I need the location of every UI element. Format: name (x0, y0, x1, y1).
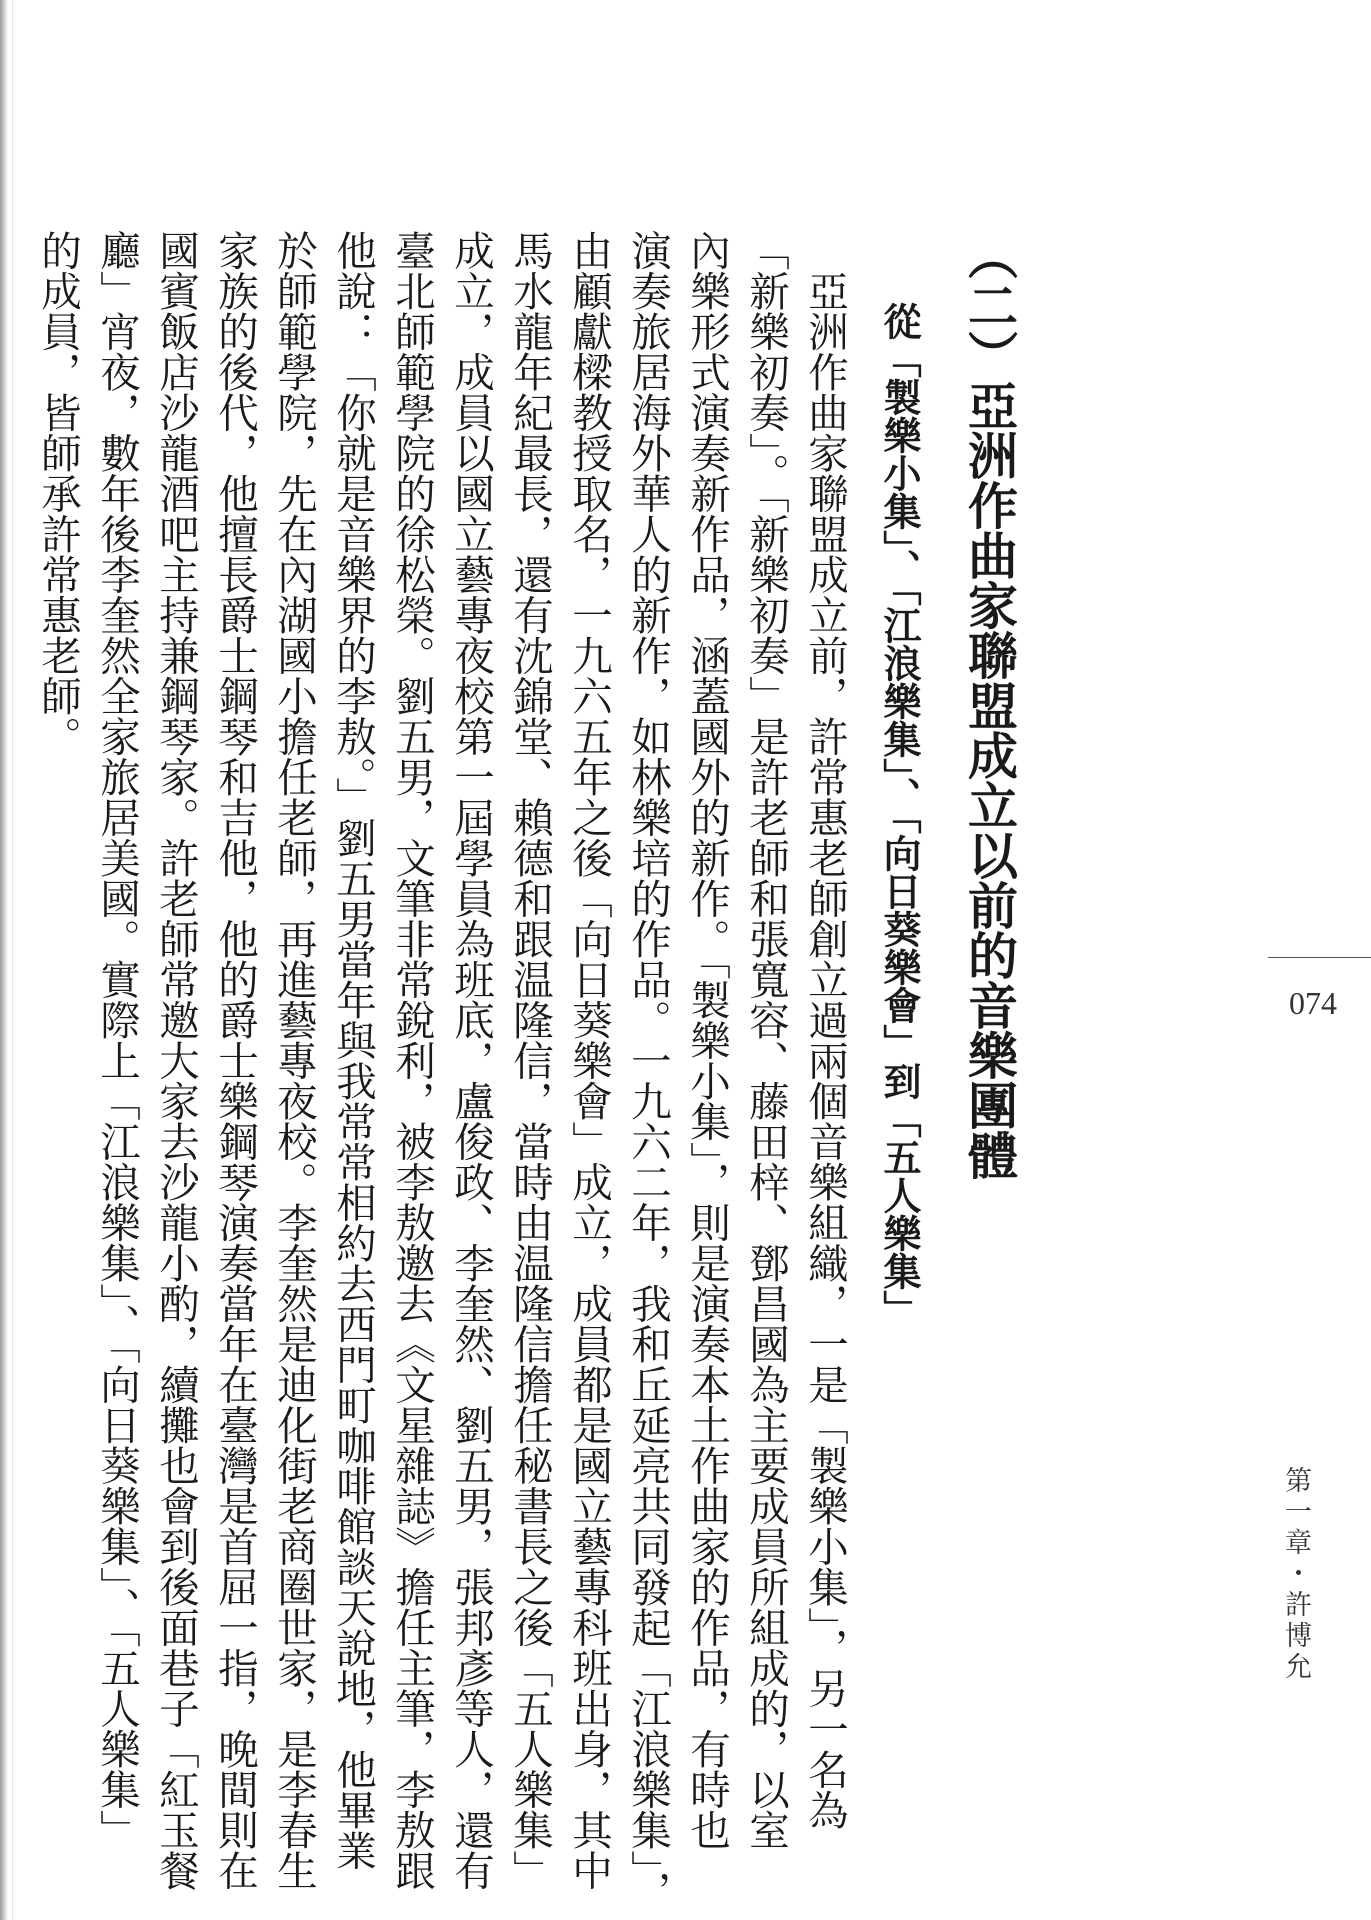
body-column: 廳」宵夜，數年後李奎然全家旅居美國。實際上「江浪樂集」、「向日葵樂集」、「五人樂集」 (93, 230, 141, 1850)
body-column: 演奏旅居海外華人的新作，如林樂培的作品。一九六二年，我和丘延亮共同發起「江浪樂集」， (624, 230, 672, 1911)
book-spine-shadow (0, 0, 8, 1920)
running-head: 第一章・許博允 (1280, 1466, 1311, 1683)
folio-rule (1268, 957, 1371, 958)
body-column: 馬水龍年紀最長，還有沈錦堂、賴德和跟温隆信，當時由温隆信擔任秘書長之後「五人樂集」 (506, 230, 554, 1891)
body-column: 亞洲作曲家聯盟成立前，許常惠老師創立過兩個音樂組織，一是「製樂小集」，另一名為 (801, 230, 849, 1830)
body-column: 臺北師範學院的徐松榮。劉五男，文筆非常銳利，被李敖邀去《文星雜誌》擔任主筆，李敖跟 (388, 230, 436, 1891)
body-column: 家族的後代，他擅長爵士鋼琴和吉他，他的爵士樂鋼琴演奏當年在臺灣是首屈一指，晚間則在 (211, 230, 259, 1891)
body-column: 內樂形式演奏新作品，涵蓋國外的新作。「製樂小集」，則是演奏本土作曲家的作品，有時也 (683, 230, 731, 1850)
page-number: 074 (1289, 985, 1337, 1021)
section-heading: （二）亞洲作曲家聯盟成立以前的音樂團體 (960, 230, 1019, 1180)
body-column: 由顧獻樑教授取名，一九六五年之後「向日葵樂會」成立，成員都是國立藝專科班出身，其中 (565, 230, 613, 1891)
main-text-block (28, 230, 1026, 1911)
body-column: 他說：「你就是音樂界的李敖。」劉五男當年與我常常相約去西門町咖啡館談天說地，他畢業 (329, 230, 377, 1871)
body-column: 成立，成員以國立藝專夜校第一屆學員為班底，盧俊政、李奎然、劉五男，張邦彥等人，還有 (447, 230, 495, 1891)
body-column: 「新樂初奏」。「新樂初奏」是許老師和張寬容、藤田梓、鄧昌國為主要成員所組成的，以室 (742, 230, 790, 1850)
body-column: 於師範學院，先在內湖國小擔任老師，再進藝專夜校。李奎然是迪化街老商圈世家，是李春生 (270, 230, 318, 1891)
body-column: 國賓飯店沙龍酒吧主持兼鋼琴家。許老師常邀大家去沙龍小酌，續攤也會到後面巷子「紅玉餐 (152, 230, 200, 1891)
gutter-line (12, 0, 13, 1920)
section-subheading: 從「製樂小集」、「江浪樂集」、「向日葵樂會」到「五人樂集」 (877, 302, 922, 1328)
body-column: 的成員，皆師承許常惠老師。 (34, 230, 82, 757)
